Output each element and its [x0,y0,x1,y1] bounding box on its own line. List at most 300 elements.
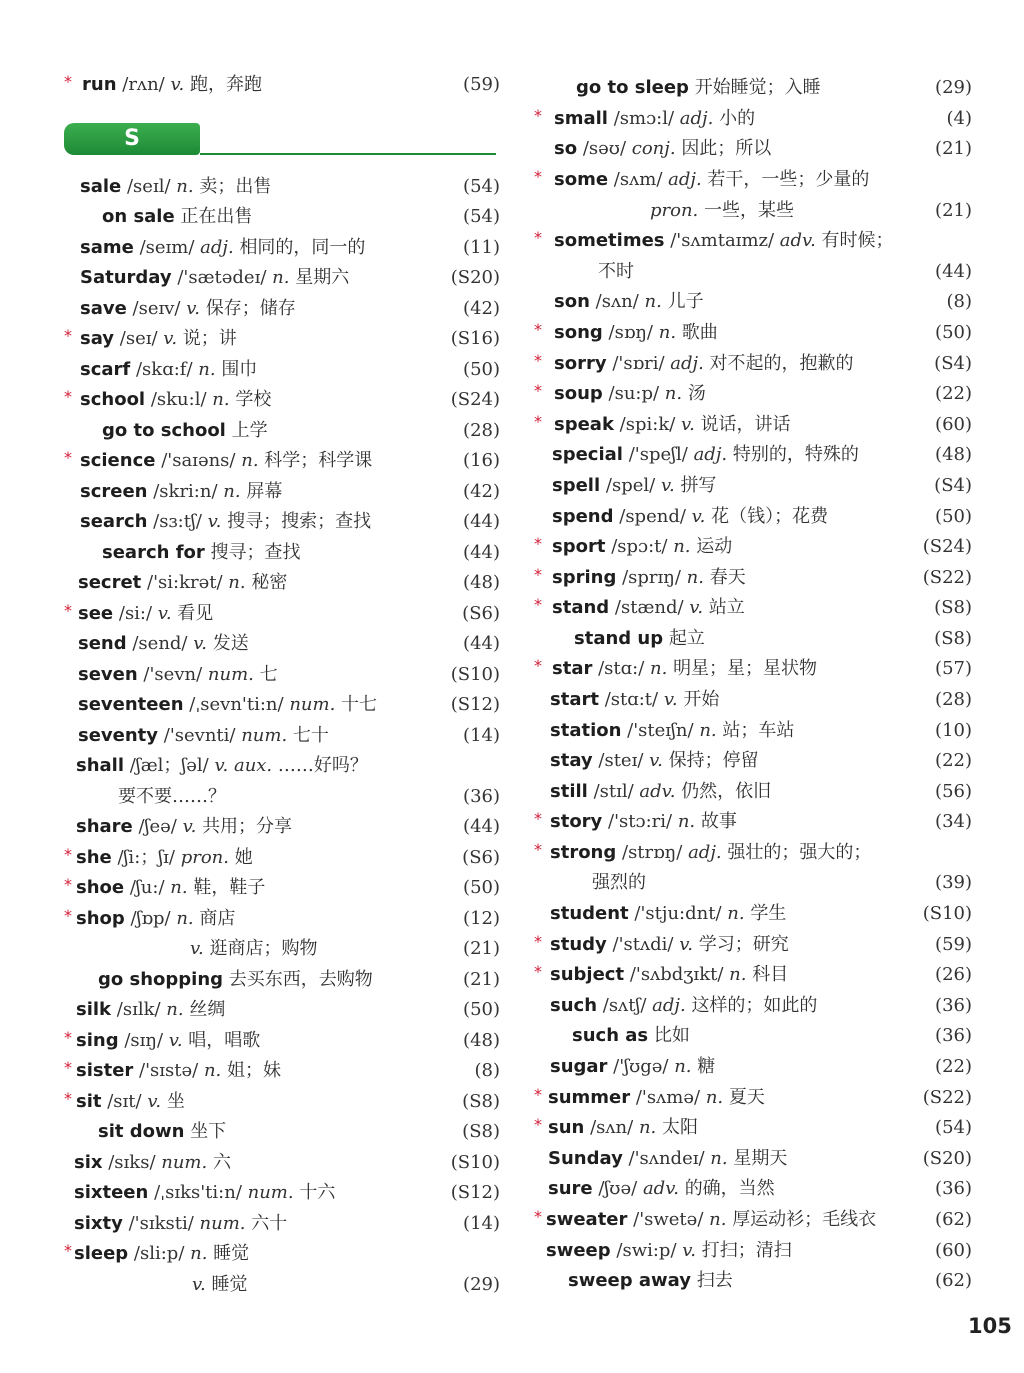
meaning: 去买东西，去购物 [228,969,373,990]
part-of-speech: v. [660,475,675,496]
phonetic: /'speʃl/ [628,444,688,465]
page-reference: (S20) [450,267,500,288]
headword: subject [550,964,625,985]
page-reference: (S22) [922,1087,972,1108]
phonetic: /sʌtʃ/ [602,995,647,1016]
page-reference: (S8) [934,597,972,618]
headword: such as [572,1025,649,1046]
glossary-entry [532,165,972,195]
glossary-entry [62,843,500,873]
part-of-speech: adv. [639,781,676,802]
entry-text [76,812,292,842]
part-of-speech: n. [644,291,662,312]
glossary-entry [62,477,500,507]
entry-text [550,807,737,837]
entry-text [554,410,791,440]
headword: sit [76,1091,102,1112]
headword: study [550,934,607,955]
entry-text [78,568,287,598]
phonetic: /spi:k/ [619,414,676,435]
headword: station [550,720,622,741]
phonetic: /smɔ:l/ [613,108,675,129]
phonetic: /sku:l/ [150,389,207,410]
part-of-speech: v. [190,938,204,959]
glossary-entry [532,593,972,623]
entry-text [550,991,817,1021]
phonetic: /stɑ:t/ [604,689,659,710]
glossary-entry [532,899,972,929]
phonetic: /sprɪŋ/ [622,567,681,588]
phonetic: /spel/ [605,475,656,496]
entry-text [552,471,716,501]
entry-text [80,324,237,354]
meaning: 围巾 [221,359,258,380]
part-of-speech: adv. [779,230,816,251]
entry-text [550,960,788,990]
glossary-entry [62,873,500,903]
glossary-entry [62,1026,500,1056]
page-reference: (50) [463,359,500,380]
page-reference: (S20) [922,1148,972,1169]
page-reference: (S6) [462,847,500,868]
glossary-entry [62,660,500,690]
headword: sweater [546,1209,628,1230]
meaning: 保存；储存 [205,298,296,319]
part-of-speech: adj. [200,237,234,258]
glossary-entry [62,263,500,293]
phonetic: /strɒŋ/ [622,842,683,863]
part-of-speech: v. aux. [214,755,273,776]
entry-text [118,782,226,812]
headword: Sunday [548,1148,623,1169]
glossary-entry [62,1148,500,1178]
phonetic: /seɪ/ [119,328,158,349]
glossary-entry [532,930,972,960]
entry-text [554,287,704,317]
meaning: 站；车站 [722,720,795,741]
glossary-entry [532,134,972,164]
phonetic: /sʌn/ [595,291,639,312]
part-of-speech: n. [638,1117,657,1138]
entry-text [546,1205,876,1235]
page-reference: (21) [463,938,500,959]
entry-text [102,202,252,232]
page-reference: (21) [463,969,500,990]
meaning: 强壮的；强大的； [727,842,872,863]
glossary-entry [532,1205,972,1235]
glossary-entry [62,294,500,324]
glossary-entry [532,287,972,317]
part-of-speech: n. [228,572,246,593]
phonetic: /'sʌmə/ [635,1087,701,1108]
part-of-speech: n. [710,1148,728,1169]
entry-text [576,73,821,103]
phonetic: /ʃi:；ʃɪ/ [117,847,175,868]
glossary-entry [532,1052,972,1082]
entry-text [74,1148,231,1178]
page-reference: (22) [935,1056,972,1077]
meaning: 打扫；清扫 [701,1240,792,1261]
part-of-speech: v. [170,74,185,95]
meaning: 学校 [235,389,272,410]
page-reference: (50) [935,506,972,527]
headword: seventy [78,725,159,746]
part-of-speech: adj. [679,108,714,129]
glossary-entry [532,991,972,1021]
phonetic: /seɪm/ [139,237,195,258]
page-reference: (48) [463,572,500,593]
entry-text [98,965,373,995]
phonetic: /'sevnti/ [163,725,236,746]
key-word-star-icon: * [64,1241,72,1260]
key-word-star-icon: * [64,906,72,925]
glossary-entry [532,410,972,440]
headword: spend [552,506,614,527]
headword: seventeen [78,694,184,715]
entry-text [550,685,719,715]
key-word-star-icon: * [534,167,542,186]
meaning: 搜寻；查找 [210,542,301,563]
glossary-entry [532,1174,972,1204]
part-of-speech: adj. [693,444,728,465]
page-reference: (S4) [934,353,972,374]
part-of-speech: num. [207,664,254,685]
entry-text [548,1113,698,1143]
page-reference: (S24) [450,389,500,410]
meaning: 搜寻；搜索；查找 [227,511,372,532]
entry-text [550,899,786,929]
meaning: 要不要……？ [118,786,226,807]
glossary-entry [532,624,972,654]
phonetic: /'sʌmtaɪmz/ [670,230,775,251]
glossary-entry [62,934,500,964]
meaning: ……好吗？ [277,755,368,776]
page-reference: (S6) [462,603,500,624]
meaning: 共用；分享 [202,816,293,837]
entry-text [74,1209,287,1239]
part-of-speech: n. [727,903,745,924]
meaning: 七 [259,664,278,685]
phonetic: /'steɪʃn/ [627,720,694,741]
entry-text [74,1239,249,1269]
phonetic: /sʌn/ [590,1117,634,1138]
headword: send [78,633,127,654]
part-of-speech: n. [223,481,241,502]
phonetic: /sɒŋ/ [608,322,653,343]
glossary-entry [532,716,972,746]
glossary-entry [62,1117,500,1147]
page-reference: (42) [463,481,500,502]
entry-text [592,868,646,898]
glossary-entry [532,196,972,226]
meaning: 拼写 [680,475,717,496]
meaning: 坐 [166,1091,185,1112]
entry-text [102,416,268,446]
entry-text [76,1056,281,1086]
phonetic: /ʃeə/ [138,816,177,837]
phonetic: /'stɔ:ri/ [608,811,673,832]
meaning: 故事 [700,811,737,832]
meaning: 保持；停留 [668,750,759,771]
meaning: 星期六 [295,267,350,288]
entry-text [650,196,794,226]
part-of-speech: adj. [688,842,722,863]
phonetic: /'sʌndeɪ/ [628,1148,705,1169]
headword: six [74,1152,103,1173]
meaning: 小的 [719,108,756,129]
part-of-speech: adv. [642,1178,679,1199]
glossary-entry [532,746,972,776]
glossary-entry [532,440,972,470]
entry-text [552,440,859,470]
page-reference: (26) [935,964,972,985]
glossary-entry [532,777,972,807]
meaning: 汤 [687,383,706,404]
meaning: 厚运动衫；毛线衣 [732,1209,877,1230]
part-of-speech: v. [649,750,663,771]
meaning: 七十 [292,725,329,746]
meaning: 发送 [212,633,249,654]
section-letter-banner: S [64,123,200,155]
part-of-speech: n. [709,1209,727,1230]
key-word-star-icon: * [534,320,542,339]
page-reference: (22) [935,383,972,404]
headword: son [554,291,590,312]
part-of-speech: adj. [652,995,686,1016]
meaning: 商店 [199,908,236,929]
entry-text [80,507,371,537]
meaning: 跑，奔跑 [189,74,262,95]
part-of-speech: n. [650,658,668,679]
page-reference: (4) [946,108,972,129]
headword: sit down [98,1121,185,1142]
headword: go to school [102,420,226,441]
headword: shall [76,755,125,776]
headword: sister [76,1060,134,1081]
meaning: 的确，当然 [684,1178,775,1199]
entry-text [78,599,213,629]
headword: run [82,74,117,95]
meaning: 扫去 [696,1270,733,1291]
headword: see [78,603,114,624]
page-reference: (14) [463,1213,500,1234]
headword: sometimes [554,230,665,251]
entry-text [102,538,301,568]
key-word-star-icon: * [534,351,542,370]
headword: share [76,816,133,837]
page-reference: (S10) [922,903,972,924]
meaning: 说；讲 [182,328,237,349]
headword: sorry [554,353,607,374]
headword: seven [78,664,138,685]
meaning: 六十 [251,1213,288,1234]
glossary-entry [532,685,972,715]
page-reference: (62) [935,1209,972,1230]
page-reference: (16) [463,450,500,471]
key-word-star-icon: * [534,932,542,951]
page-reference: (44) [463,542,500,563]
meaning: 十六 [299,1182,336,1203]
meaning: 起立 [668,628,705,649]
glossary-entry [62,233,500,263]
headword: silk [76,999,112,1020]
key-word-star-icon: * [534,962,542,981]
glossary-entry [532,1021,972,1051]
meaning: 六 [212,1152,231,1173]
phonetic: /steɪ/ [598,750,644,771]
key-word-star-icon: * [534,656,542,675]
phonetic: /ʃu:/ [129,877,165,898]
key-word-star-icon: * [534,809,542,828]
page-reference: (36) [463,786,500,807]
part-of-speech: v. [681,414,695,435]
meaning: 学习；研究 [698,934,789,955]
meaning: 说话，讲话 [700,414,791,435]
entry-text [554,226,894,256]
entry-text [80,233,365,263]
page-reference: (36) [935,1178,972,1199]
part-of-speech: n. [674,1056,692,1077]
headword: spring [552,567,617,588]
headword: still [550,781,588,802]
entry-text [548,1174,775,1204]
part-of-speech: n. [166,999,184,1020]
glossary-entry [62,507,500,537]
headword: sale [80,176,122,197]
part-of-speech: conj. [631,138,676,159]
glossary-entry [62,446,500,476]
glossary-entry [532,563,972,593]
glossary-entry [532,73,972,103]
meaning: 科目 [752,964,789,985]
page-reference: (29) [463,1274,500,1295]
part-of-speech: n. [241,450,259,471]
key-word-star-icon: * [534,595,542,614]
page-reference: (44) [463,633,500,654]
headword: shop [76,908,125,929]
glossary-entry [532,838,972,868]
key-word-star-icon: * [64,72,72,91]
entry-text [190,934,318,964]
part-of-speech: n. [677,811,696,832]
phonetic: /'sɪstə/ [139,1060,199,1081]
glossary-entry [62,782,500,812]
meaning: 比如 [653,1025,690,1046]
phonetic: /ˌsɪks'ti:n/ [154,1182,242,1203]
part-of-speech: v. [163,328,178,349]
part-of-speech: n. [664,383,683,404]
page-reference: (S12) [450,1182,500,1203]
phonetic: /'si:krət/ [147,572,223,593]
page-reference: (21) [935,200,972,221]
part-of-speech: n. [190,1243,208,1264]
key-word-star-icon: * [534,1115,542,1134]
key-word-star-icon: * [64,1028,72,1047]
glossary-entry [62,324,500,354]
key-word-star-icon: * [534,565,542,584]
phonetic: /sli:p/ [133,1243,185,1264]
headword: star [552,658,593,679]
headword: same [80,237,134,258]
page-reference: (48) [935,444,972,465]
glossary-entry [532,318,972,348]
part-of-speech: num. [161,1152,208,1173]
page-reference: (28) [935,689,972,710]
entry-text [552,563,746,593]
part-of-speech: v. [207,511,222,532]
entry-text [554,104,755,134]
headword: sixteen [74,1182,149,1203]
entry-text [76,873,265,903]
meaning: 运动 [696,536,733,557]
glossary-entry [532,654,972,684]
glossary-entry [62,1056,500,1086]
part-of-speech: n. [176,176,194,197]
headword: sweep [546,1240,611,1261]
part-of-speech: num. [289,694,336,715]
key-word-star-icon: * [534,1207,542,1226]
section-divider [200,153,496,155]
entry-text [552,532,732,562]
headword: stand [552,597,610,618]
phonetic: /ʃæl；ʃəl/ [129,755,209,776]
headword: sun [548,1117,585,1138]
part-of-speech: v. [192,1274,206,1295]
entry-text [550,838,871,868]
glossary-entry [532,1144,972,1174]
page-reference: (S24) [922,536,972,557]
entry-text [82,70,262,100]
entry-text [192,1270,248,1300]
key-word-star-icon: * [64,1058,72,1077]
headword: student [550,903,629,924]
entry-text [550,1052,715,1082]
page-reference: (S8) [462,1091,500,1112]
glossary-entry [532,226,972,256]
key-word-star-icon: * [534,1085,542,1104]
page-reference: (60) [935,1240,972,1261]
phonetic: /ʃʊə/ [598,1178,638,1199]
page-reference: (10) [935,720,972,741]
meaning: 夏天 [728,1087,765,1108]
entry-text [554,165,869,195]
meaning: 强烈的 [592,872,646,893]
headword: sure [548,1178,593,1199]
phonetic: /spend/ [619,506,686,527]
phonetic: /swi:p/ [616,1240,677,1261]
meaning: 开始睡觉；入睡 [694,77,821,98]
glossary-entry [62,904,500,934]
entry-text [548,1144,787,1174]
headword: small [554,108,608,129]
page-reference: (S12) [450,694,500,715]
part-of-speech: n. [198,359,216,380]
entry-text [552,502,828,532]
meaning: 有时候； [821,230,894,251]
glossary-entry [62,1087,500,1117]
meaning: 正在出售 [180,206,253,227]
headword: sixty [74,1213,123,1234]
key-word-star-icon: * [64,326,72,345]
phonetic: /seɪl/ [126,176,171,197]
part-of-speech: v. [193,633,207,654]
page-reference: (S10) [450,1152,500,1173]
entry-text [80,477,282,507]
headword: go shopping [98,969,224,990]
entry-text [552,593,745,623]
page-reference: (S16) [450,328,500,349]
meaning: 睡觉 [213,1243,250,1264]
